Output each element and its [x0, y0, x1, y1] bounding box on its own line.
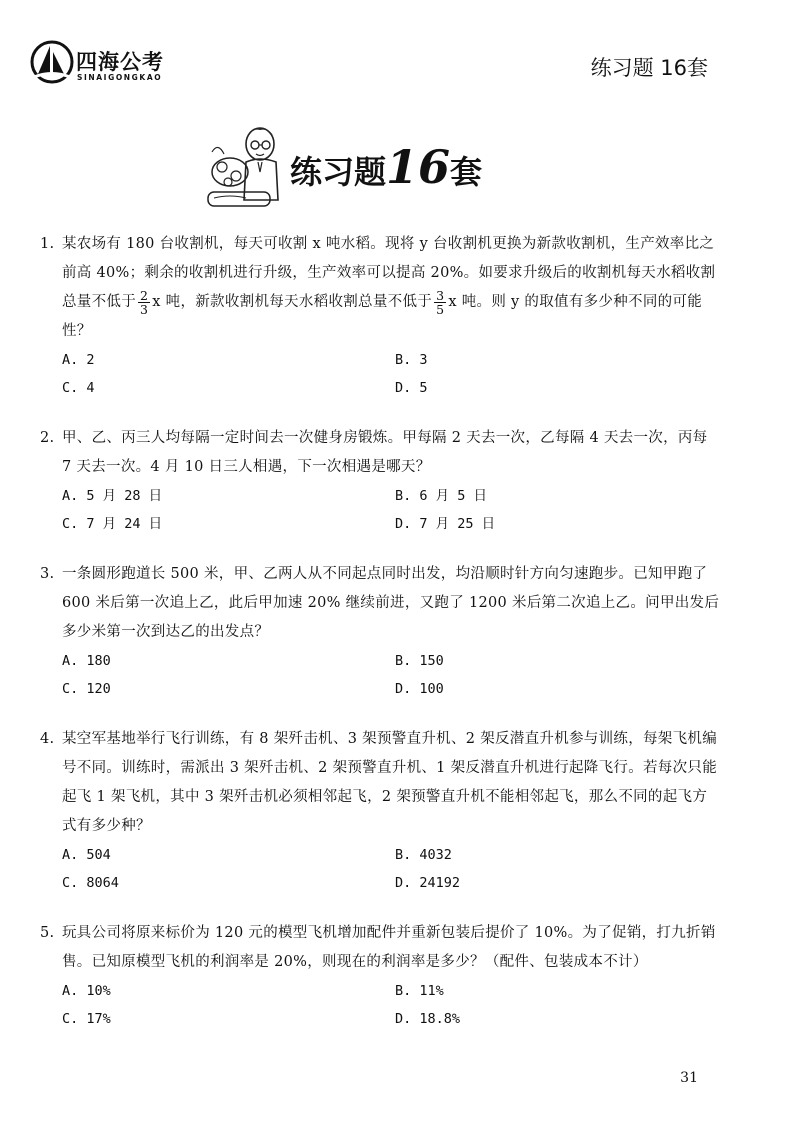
question-number: 1. — [40, 236, 55, 252]
question-text-part: x 吨。则 y 的取值有多少种不同的可能性？ — [62, 294, 703, 339]
options-grid — [40, 482, 720, 538]
options-grid — [40, 841, 720, 897]
question-stem — [40, 230, 720, 346]
fraction-numerator: 3 — [436, 287, 445, 303]
option-a: A. 10% — [62, 983, 111, 999]
question-text: 玩具公司将原来标价为 120 元的模型飞机增加配件并重新包装后提价了 10%。为了促销，打九折销售。已知原模型飞机的利润率是 20%，则现在的利润率是多少？（配件、包装成本不计） — [62, 925, 716, 970]
fraction-denominator: 5 — [436, 301, 445, 317]
fraction — [138, 289, 150, 316]
option-d: D. 7 月 25 日 — [395, 516, 496, 532]
question-text-part: x 吨，新款收割机每天水稻收割总量不低于 — [152, 294, 433, 310]
question-stem — [40, 424, 720, 482]
option-d: D. 18.8% — [395, 1011, 461, 1027]
page-title — [290, 140, 482, 194]
option-b: B. 6 月 5 日 — [395, 488, 488, 504]
question-text: 甲、乙、丙三人均每隔一定时间去一次健身房锻炼。甲每隔 2 天去一次，乙每隔 4 天去一次，丙每 7 天去一次。4 月 10 日三人相遇，下一次相遇是哪天？ — [62, 430, 708, 475]
options-grid — [40, 977, 720, 1033]
question-4 — [40, 725, 720, 897]
question-text-part: 某农场有 180 台收割机，每天可收割 x 吨水稻。现将 y 台收割机更换为新款收割机，生产效率比之前高 40%；剩余的收割机进行升级，生产效率可以提高 20%。如要求升级后的收割机每天水稻收割总量不低于 — [62, 236, 716, 310]
option-a: A. 5 月 28 日 — [62, 488, 163, 504]
options-grid — [40, 647, 720, 703]
fraction-denominator: 3 — [140, 301, 149, 317]
option-c: C. 7 月 24 日 — [62, 516, 163, 532]
question-text: 一条圆形跑道长 500 米，甲、乙两人从不同起点同时出发，均沿顺时针方向匀速跑步。已知甲跑了 600 米后第一次追上乙，此后甲加速 20% 继续前进，又跑了 1200 米后第二次追上乙。问甲出发后多少米第一次到达乙的出发点？ — [62, 566, 720, 640]
fraction-numerator: 2 — [140, 287, 149, 303]
question-list — [40, 230, 720, 1055]
option-a: A. 504 — [62, 847, 111, 863]
question-3 — [40, 560, 720, 703]
title-number: 16 — [386, 140, 451, 194]
option-d: D. 5 — [395, 380, 428, 396]
cartoon-teacher-illustration — [200, 112, 290, 212]
brand-logo — [30, 40, 170, 90]
option-a: A. 180 — [62, 653, 111, 669]
page-number: 31 — [680, 1070, 698, 1086]
option-c: C. 8064 — [62, 875, 119, 891]
sailboat-logo-icon — [30, 40, 74, 84]
question-number: 3. — [40, 566, 55, 582]
option-b: B. 150 — [395, 653, 444, 669]
title-suffix: 套 — [450, 153, 483, 191]
option-b: B. 11% — [395, 983, 444, 999]
question-stem — [40, 560, 720, 647]
option-d: D. 100 — [395, 681, 444, 697]
question-stem — [40, 919, 720, 977]
option-c: C. 17% — [62, 1011, 111, 1027]
option-c: C. 120 — [62, 681, 111, 697]
options-grid — [40, 346, 720, 402]
question-5 — [40, 919, 720, 1033]
fraction — [434, 289, 446, 316]
section-title — [200, 112, 520, 212]
option-b: B. 4032 — [395, 847, 452, 863]
question-stem — [40, 725, 720, 841]
option-b: B. 3 — [395, 352, 428, 368]
question-number: 2. — [40, 430, 55, 446]
question-text: 某空军基地举行飞行训练，有 8 架歼击机、3 架预警直升机、2 架反潜直升机参与训练，每架飞机编号不同。训练时，需派出 3 架歼击机、2 架预警直升机、1 架反潜直升机进行起降飞行。若每次只能起飞 1 架飞机，其中 3 架歼击机必须相邻起飞，2 架预警直升机不能相邻起飞，那么不同的起飞方式有多少种？ — [62, 731, 718, 834]
title-prefix: 练习题 — [290, 153, 387, 191]
question-2 — [40, 424, 720, 538]
question-number: 4. — [40, 731, 55, 747]
option-d: D. 24192 — [395, 875, 461, 891]
question-number: 5. — [40, 925, 55, 941]
question-1 — [40, 230, 720, 402]
header-set-label: 练习题 16套 — [590, 56, 708, 80]
logo-text-cn: 四海公考 — [76, 50, 164, 74]
option-c: C. 4 — [62, 380, 95, 396]
logo-text-en: SINAIGONGKAO — [77, 73, 163, 82]
option-a: A. 2 — [62, 352, 95, 368]
question-text — [62, 230, 720, 346]
